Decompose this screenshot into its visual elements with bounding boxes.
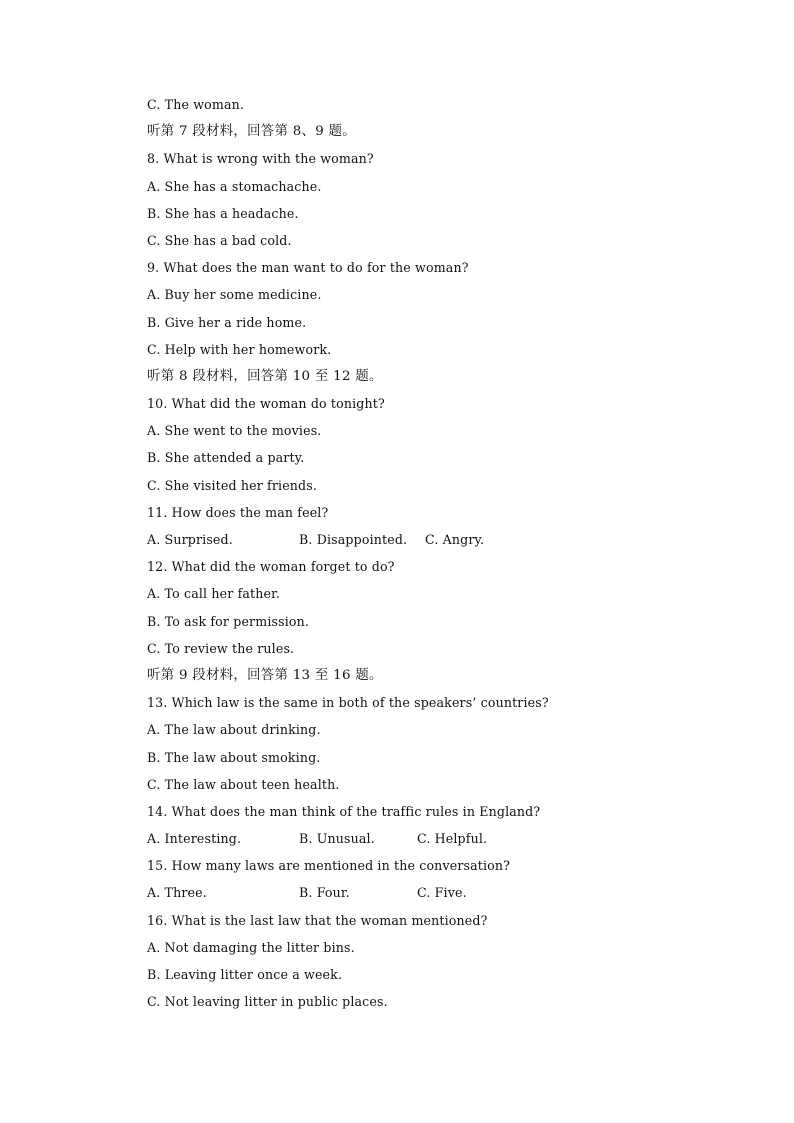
section-heading-9: 听第 9 段材料，回答第 13 至 16 题。 — [147, 667, 383, 683]
q15-option-a: A. Three. — [147, 885, 207, 901]
question-11: 11. How does the man feel? — [147, 504, 329, 520]
question-13: 13. Which law is the same in both of the speakers’ countries? — [147, 695, 549, 711]
question-14: 14. What does the man think of the traffic rules in England? — [147, 803, 541, 819]
q11-option-b: B. Disappointed. — [299, 532, 408, 547]
exam-page — [147, 91, 767, 1015]
question-16: 16. What is the last law that the woman mentioned? — [147, 912, 488, 928]
q7-option-c: C. The woman. — [147, 97, 245, 112]
q8-option-c: C. She has a bad cold. — [147, 232, 292, 248]
q14-options — [147, 825, 767, 852]
q9-option-b: B. Give her a ride home. — [147, 314, 307, 330]
q14-option-c: C. Helpful. — [417, 831, 488, 847]
q13-option-b: B. The law about smoking. — [147, 749, 321, 765]
section-heading-8: 听第 8 段材料，回答第 10 至 12 题。 — [147, 368, 383, 384]
q15-options — [147, 879, 767, 906]
q16-option-a: A. Not damaging the litter bins. — [147, 939, 355, 955]
q11-option-a: A. Surprised. — [147, 532, 233, 547]
q8-option-b: B. She has a headache. — [147, 205, 299, 221]
section-heading-7: 听第 7 段材料，回答第 8、9 题。 — [147, 124, 356, 140]
q12-option-c: C. To review the rules. — [147, 640, 295, 656]
q13-option-c: C. The law about teen health. — [147, 776, 340, 792]
q15-option-b: B. Four. — [299, 885, 350, 901]
q14-option-a: A. Interesting. — [147, 831, 242, 847]
question-12: 12. What did the woman forget to do? — [147, 559, 395, 575]
question-9: 9. What does the man want to do for the woman? — [147, 260, 469, 276]
q9-option-c: C. Help with her homework. — [147, 341, 332, 357]
q8-option-a: A. She has a stomachache. — [147, 178, 322, 194]
q12-option-a: A. To call her father. — [147, 586, 281, 602]
question-15: 15. How many laws are mentioned in the conversation? — [147, 858, 511, 874]
q16-option-b: B. Leaving litter once a week. — [147, 967, 343, 982]
q14-option-b: B. Unusual. — [299, 831, 375, 847]
question-8: 8. What is wrong with the woman? — [147, 151, 374, 167]
q11-option-c: C. Angry. — [425, 532, 485, 547]
q16-option-c: C. Not leaving litter in public places. — [147, 994, 388, 1010]
q10-option-b: B. She attended a party. — [147, 450, 305, 466]
q12-option-b: B. To ask for permission. — [147, 613, 310, 629]
q9-option-a: A. Buy her some medicine. — [147, 287, 322, 303]
q10-option-a: A. She went to the movies. — [147, 423, 322, 439]
q11-options — [147, 526, 767, 553]
question-10: 10. What did the woman do tonight? — [147, 396, 385, 412]
q15-option-c: C. Five. — [417, 885, 467, 901]
q10-option-c: C. She visited her friends. — [147, 477, 318, 493]
q13-option-a: A. The law about drinking. — [147, 722, 321, 738]
